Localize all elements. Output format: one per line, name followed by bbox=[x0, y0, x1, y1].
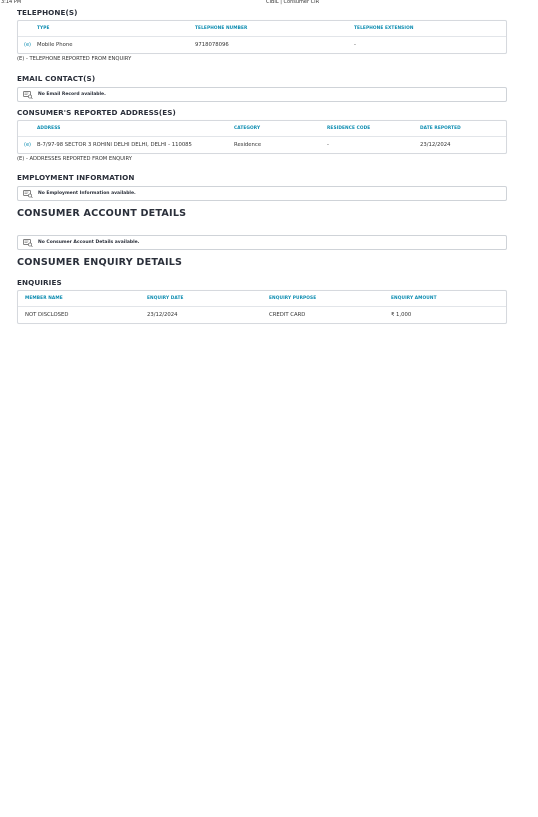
th-marker bbox=[18, 121, 37, 137]
th-telephone-number: TELEPHONE NUMBER bbox=[195, 21, 354, 37]
th-address: ADDRESS bbox=[37, 121, 234, 137]
addresses-table-box bbox=[17, 120, 507, 154]
addresses-heading: CONSUMER'S REPORTED ADDRESS(ES) bbox=[17, 108, 176, 117]
cell-address: B-7/97-98 SECTOR 3 ROHINI DELHI DELHI, DELHI - 110085 bbox=[37, 142, 192, 148]
th-category: CATEGORY bbox=[234, 121, 327, 137]
enquiry-marker: (e) bbox=[24, 142, 31, 148]
accounts-empty-box bbox=[17, 235, 507, 250]
telephones-note: (E) - TELEPHONE REPORTED FROM ENQUIRY bbox=[17, 56, 132, 62]
print-time: 3:14 PM bbox=[1, 0, 22, 5]
th-residence-code: RESIDENCE CODE bbox=[327, 121, 420, 137]
email-heading: EMAIL CONTACT(S) bbox=[17, 74, 96, 83]
enquiries-header-row bbox=[18, 291, 506, 307]
table-row bbox=[18, 307, 506, 324]
enquiry-details-heading: CONSUMER ENQUIRY DETAILS bbox=[17, 257, 183, 268]
print-title: CIBIL | Consumer CIR bbox=[266, 0, 320, 5]
enquiries-subheading: ENQUIRIES bbox=[17, 278, 62, 287]
cell-enquiry-amount: ₹ 1,000 bbox=[391, 312, 412, 318]
cell-date-reported: 23/12/2024 bbox=[420, 142, 451, 148]
enquiries-table-box bbox=[17, 290, 507, 324]
telephones-heading: TELEPHONE(S) bbox=[17, 8, 78, 17]
th-enquiry-purpose: ENQUIRY PURPOSE bbox=[269, 291, 391, 307]
th-marker bbox=[18, 21, 37, 37]
addresses-table bbox=[18, 121, 506, 153]
report-content bbox=[17, 7, 507, 324]
th-enquiry-amount: ENQUIRY AMOUNT bbox=[391, 291, 506, 307]
telephones-header-row bbox=[18, 21, 506, 37]
th-date-reported: DATE REPORTED bbox=[420, 121, 506, 137]
th-type: TYPE bbox=[37, 21, 195, 37]
enquiries-table bbox=[18, 291, 506, 323]
accounts-empty-text: No Consumer Account Details available. bbox=[38, 240, 140, 245]
email-empty-box bbox=[17, 87, 507, 102]
telephones-table-box bbox=[17, 20, 507, 54]
th-telephone-extension: TELEPHONE EXTENSION bbox=[354, 21, 506, 37]
cell-type: Mobile Phone bbox=[37, 42, 73, 48]
th-member-name: MEMBER NAME bbox=[18, 291, 147, 307]
accounts-heading: CONSUMER ACCOUNT DETAILS bbox=[17, 208, 187, 219]
cell-category: Residence bbox=[234, 142, 262, 148]
email-empty-text: No Email Record available. bbox=[38, 92, 106, 97]
cell-enquiry-date: 23/12/2024 bbox=[147, 312, 178, 318]
addresses-header-row bbox=[18, 121, 506, 137]
employment-heading: EMPLOYMENT INFORMATION bbox=[17, 173, 135, 182]
cell-enquiry-purpose: CREDIT CARD bbox=[269, 312, 306, 318]
table-row bbox=[18, 137, 506, 154]
enquiry-marker: (e) bbox=[24, 42, 31, 48]
table-row bbox=[18, 37, 506, 54]
print-header bbox=[0, 0, 538, 6]
th-enquiry-date: ENQUIRY DATE bbox=[147, 291, 269, 307]
cell-extension: - bbox=[354, 42, 356, 48]
document-search-icon bbox=[23, 190, 33, 198]
addresses-note: (E) - ADDRESSES REPORTED FROM ENQUIRY bbox=[17, 156, 132, 162]
cell-number: 9718078096 bbox=[195, 42, 229, 48]
cell-residence-code: - bbox=[327, 142, 329, 148]
document-search-icon bbox=[23, 239, 33, 247]
cell-member-name: NOT DISCLOSED bbox=[25, 312, 69, 318]
employment-empty-box bbox=[17, 186, 507, 201]
document-search-icon bbox=[23, 91, 33, 99]
telephones-table bbox=[18, 21, 506, 53]
employment-empty-text: No Employment Information available. bbox=[38, 191, 136, 196]
